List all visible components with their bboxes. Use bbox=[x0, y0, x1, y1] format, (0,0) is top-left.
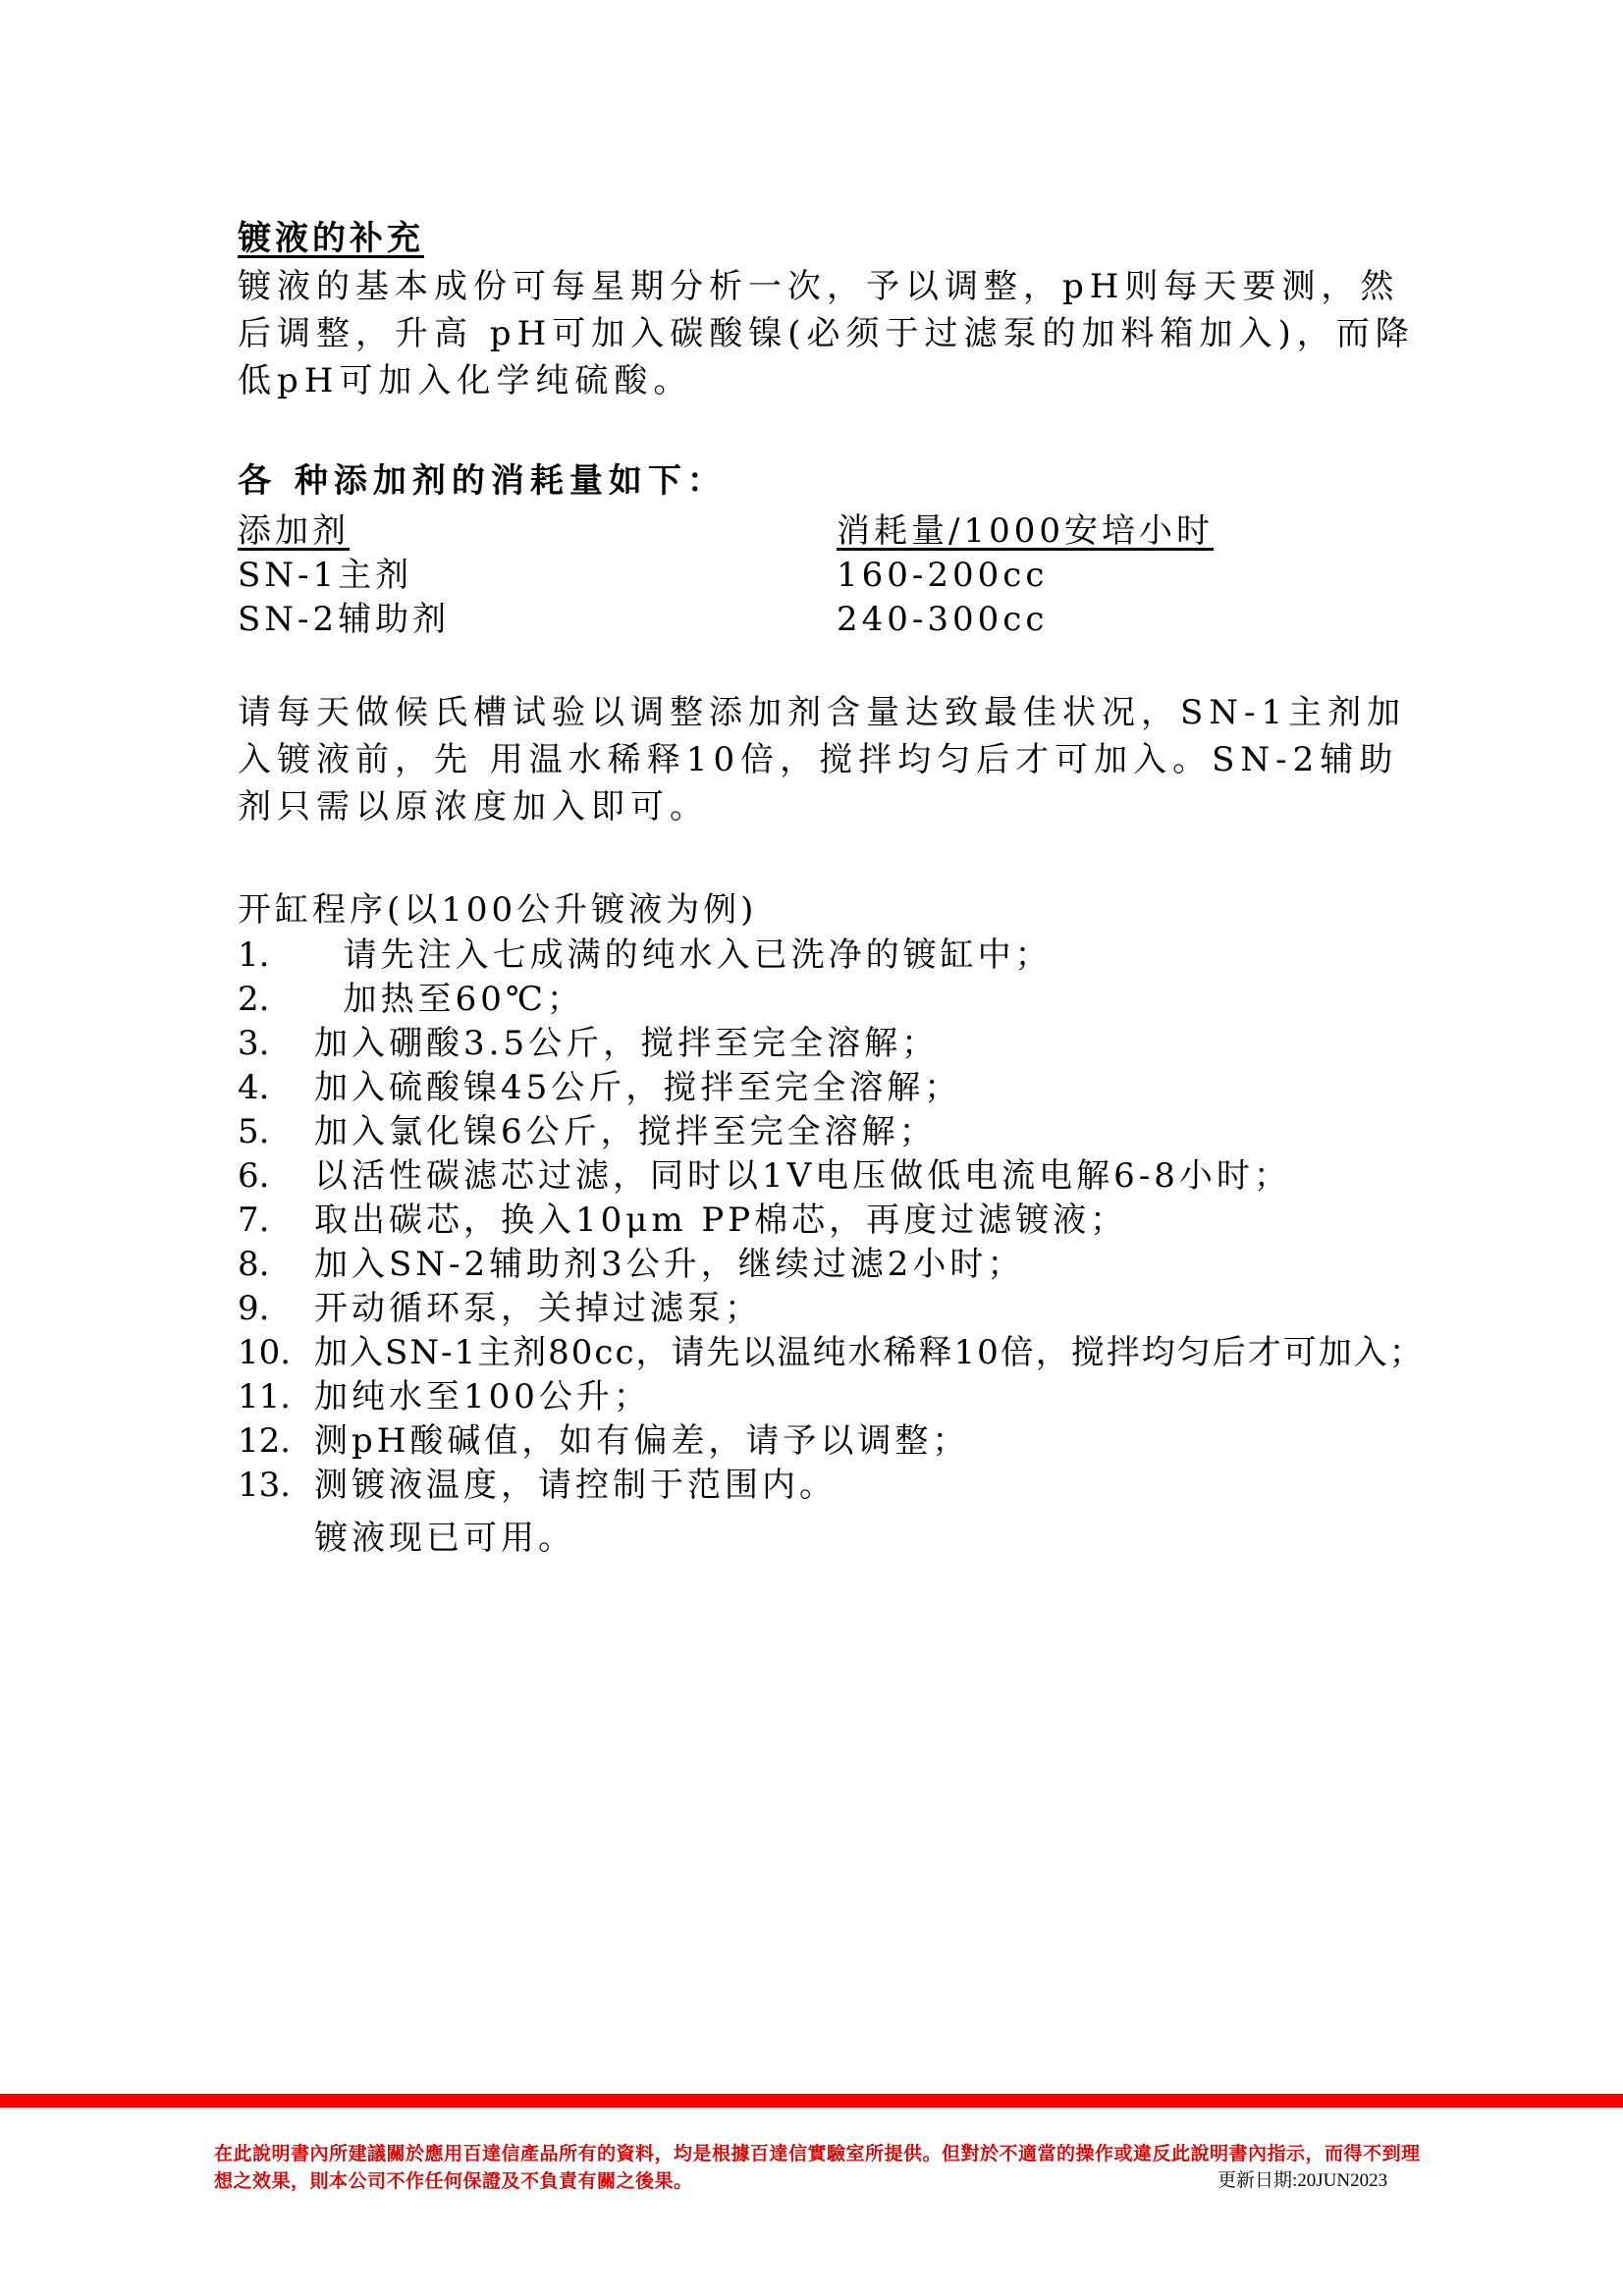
step-number: 5. bbox=[238, 1112, 270, 1151]
table-header-consumption: 消耗量/1000安培小时 bbox=[837, 511, 1214, 551]
step-text: 取出碳芯，换入10μm PP棉芯，再度过滤镀液； bbox=[314, 1201, 1128, 1240]
section-heading-makeup: 开缸程序(以100公升镀液为例) bbox=[238, 890, 758, 930]
table-header-additive: 添加剂 bbox=[238, 511, 350, 551]
list-item bbox=[238, 1418, 969, 1464]
section-heading-consumption: 各 种添加剂的消耗量如下： bbox=[238, 461, 727, 501]
list-item bbox=[238, 1021, 939, 1066]
closing-line: 镀液现已可用。 bbox=[314, 1519, 575, 1558]
step-number: 12. bbox=[238, 1421, 292, 1461]
step-text: 加入SN-2辅助剂3公升，继续过滤2小时； bbox=[314, 1245, 1025, 1284]
list-item bbox=[238, 977, 584, 1022]
step-number: 3. bbox=[238, 1024, 270, 1063]
list-item bbox=[238, 1153, 1291, 1199]
footer-divider bbox=[0, 2094, 1623, 2108]
step-number: 9. bbox=[238, 1289, 270, 1328]
step-text: 测镀液温度，请控制于范围内。 bbox=[314, 1466, 837, 1505]
step-text: 加入硼酸3.5公斤，搅拌至完全溶解； bbox=[314, 1024, 940, 1063]
replenishment-paragraph: 镀液的基本成份可每星期分析一次，予以调整，pH则每天要测，然后调整，升高 pH可加入碳酸镍(必须于过滤泵的加料箱加入)，而降低pH可加入化学纯硫酸。 bbox=[238, 267, 1415, 400]
step-number: 6. bbox=[238, 1156, 270, 1196]
list-item bbox=[238, 1065, 961, 1110]
step-number: 1. bbox=[238, 935, 270, 975]
step-text: 加入氯化镍6公斤，搅拌至完全溶解； bbox=[314, 1112, 937, 1151]
step-number: 11. bbox=[238, 1377, 292, 1416]
step-text: 加入SN-1主剂80cc，请先以温纯水稀释10倍，搅拌均匀后才可加入； bbox=[314, 1333, 1425, 1372]
list-item bbox=[238, 1198, 1127, 1243]
step-number: 7. bbox=[238, 1201, 270, 1240]
list-item bbox=[238, 1286, 762, 1331]
step-text: 请先注入七成满的纯水入已洗净的镀缸中； bbox=[314, 935, 1053, 975]
step-text: 加热至60℃； bbox=[314, 980, 584, 1019]
step-text: 以活性碳滤芯过滤，同时以1V电压做低电流电解6-8小时； bbox=[314, 1156, 1291, 1196]
list-item bbox=[238, 1242, 1024, 1287]
hull-cell-paragraph: 请每天做候氏槽试验以调整添加剂含量达致最佳状况，SN-1主剂加入镀液前，先 用温水稀释10倍，搅拌均匀后才可加入。SN-2辅助剂只需以原浓度加入即可。 bbox=[238, 693, 1407, 827]
step-text: 开动循环泵，关掉过滤泵； bbox=[314, 1289, 762, 1328]
step-number: 2. bbox=[238, 980, 270, 1019]
footer-disclaimer: 在此說明書內所建議關於應用百達信產品所有的資料，均是根據百達信實驗室所提供。但對於不適當的操作或違反此說明書內指示，而得不到理想之效果，則本公司不作任何保證及不負責有關之後果。 bbox=[214, 2143, 1421, 2192]
step-number: 4. bbox=[238, 1068, 270, 1107]
list-item bbox=[238, 1330, 1425, 1375]
step-number: 8. bbox=[238, 1245, 270, 1284]
step-number: 13. bbox=[238, 1466, 292, 1505]
table-cell-consumption: 240-300cc bbox=[837, 600, 1049, 639]
footer-updated-date: 更新日期:20JUN2023 bbox=[1217, 2170, 1388, 2191]
step-number: 10. bbox=[238, 1333, 292, 1372]
table-cell-consumption: 160-200cc bbox=[837, 556, 1049, 595]
step-text: 加纯水至100公升； bbox=[314, 1377, 651, 1416]
step-text: 测pH酸碱值，如有偏差，请予以调整； bbox=[314, 1421, 970, 1461]
step-text: 加入硫酸镍45公斤，搅拌至完全溶解； bbox=[314, 1068, 962, 1107]
section-heading-replenishment: 镀液的补充 bbox=[238, 219, 424, 258]
list-item bbox=[238, 933, 1053, 978]
list-item bbox=[238, 1109, 937, 1154]
list-item bbox=[238, 1374, 651, 1419]
list-item bbox=[238, 1463, 837, 1508]
table-cell-additive: SN-1主剂 bbox=[238, 556, 413, 595]
table-cell-additive: SN-2辅助剂 bbox=[238, 600, 451, 639]
